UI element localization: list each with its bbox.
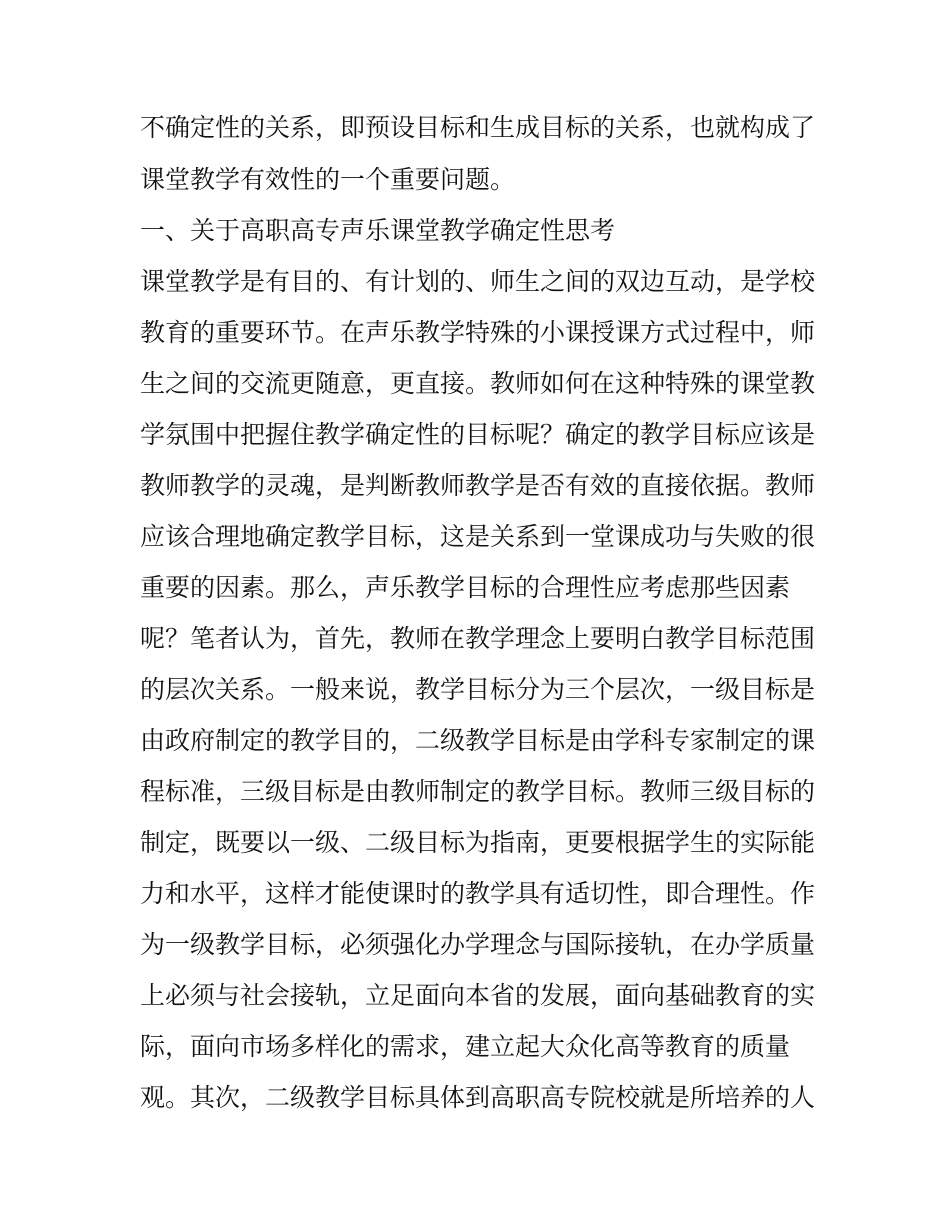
text-line: 观。其次，二级教学目标具体到高职高专院校就是所培养的人	[140, 1083, 816, 1112]
text-line: 课堂教学是有目的、有计划的、师生之间的双边互动，是学校	[140, 267, 816, 296]
text-line: 课堂教学有效性的一个重要问题。	[140, 165, 516, 194]
text-line: 生之间的交流更随意，更直接。教师如何在这种特殊的课堂教	[140, 369, 816, 398]
text-line: 由政府制定的教学目的，二级教学目标是由学科专家制定的课	[140, 726, 816, 755]
text-line: 际，面向市场多样化的需求，建立起大众化高等教育的质量	[140, 1032, 791, 1061]
text-line: 为一级教学目标，必须强化办学理念与国际接轨，在办学质量	[140, 930, 816, 959]
text-line: 呢？笔者认为，首先，教师在教学理念上要明白教学目标范围	[140, 624, 816, 653]
text-line: 重要的因素。那么，声乐教学目标的合理性应考虑那些因素	[140, 573, 791, 602]
text-line: 上必须与社会接轨，立足面向本省的发展，面向基础教育的实	[140, 981, 816, 1010]
text-line: 不确定性的关系，即预设目标和生成目标的关系，也就构成了	[140, 113, 816, 142]
text-line: 应该合理地确定教学目标，这是关系到一堂课成功与失败的很	[140, 522, 816, 551]
text-line: 力和水平，这样才能使课时的教学具有适切性，即合理性。作	[140, 879, 816, 908]
text-line: 教育的重要环节。在声乐教学特殊的小课授课方式过程中，师	[140, 318, 816, 347]
text-line: 的层次关系。一般来说，教学目标分为三个层次，一级目标是	[140, 675, 816, 704]
text-line: 程标准，三级目标是由教师制定的教学目标。教师三级目标的	[140, 777, 816, 806]
text-line: 教师教学的灵魂，是判断教师教学是否有效的直接依据。教师	[140, 471, 816, 500]
text-line: 学氛围中把握住教学确定性的目标呢？确定的教学目标应该是	[140, 420, 816, 449]
text-line: 制定，既要以一级、二级目标为指南，更要根据学生的实际能	[140, 828, 816, 857]
section-heading: 一、关于高职高专声乐课堂教学确定性思考	[140, 216, 616, 245]
